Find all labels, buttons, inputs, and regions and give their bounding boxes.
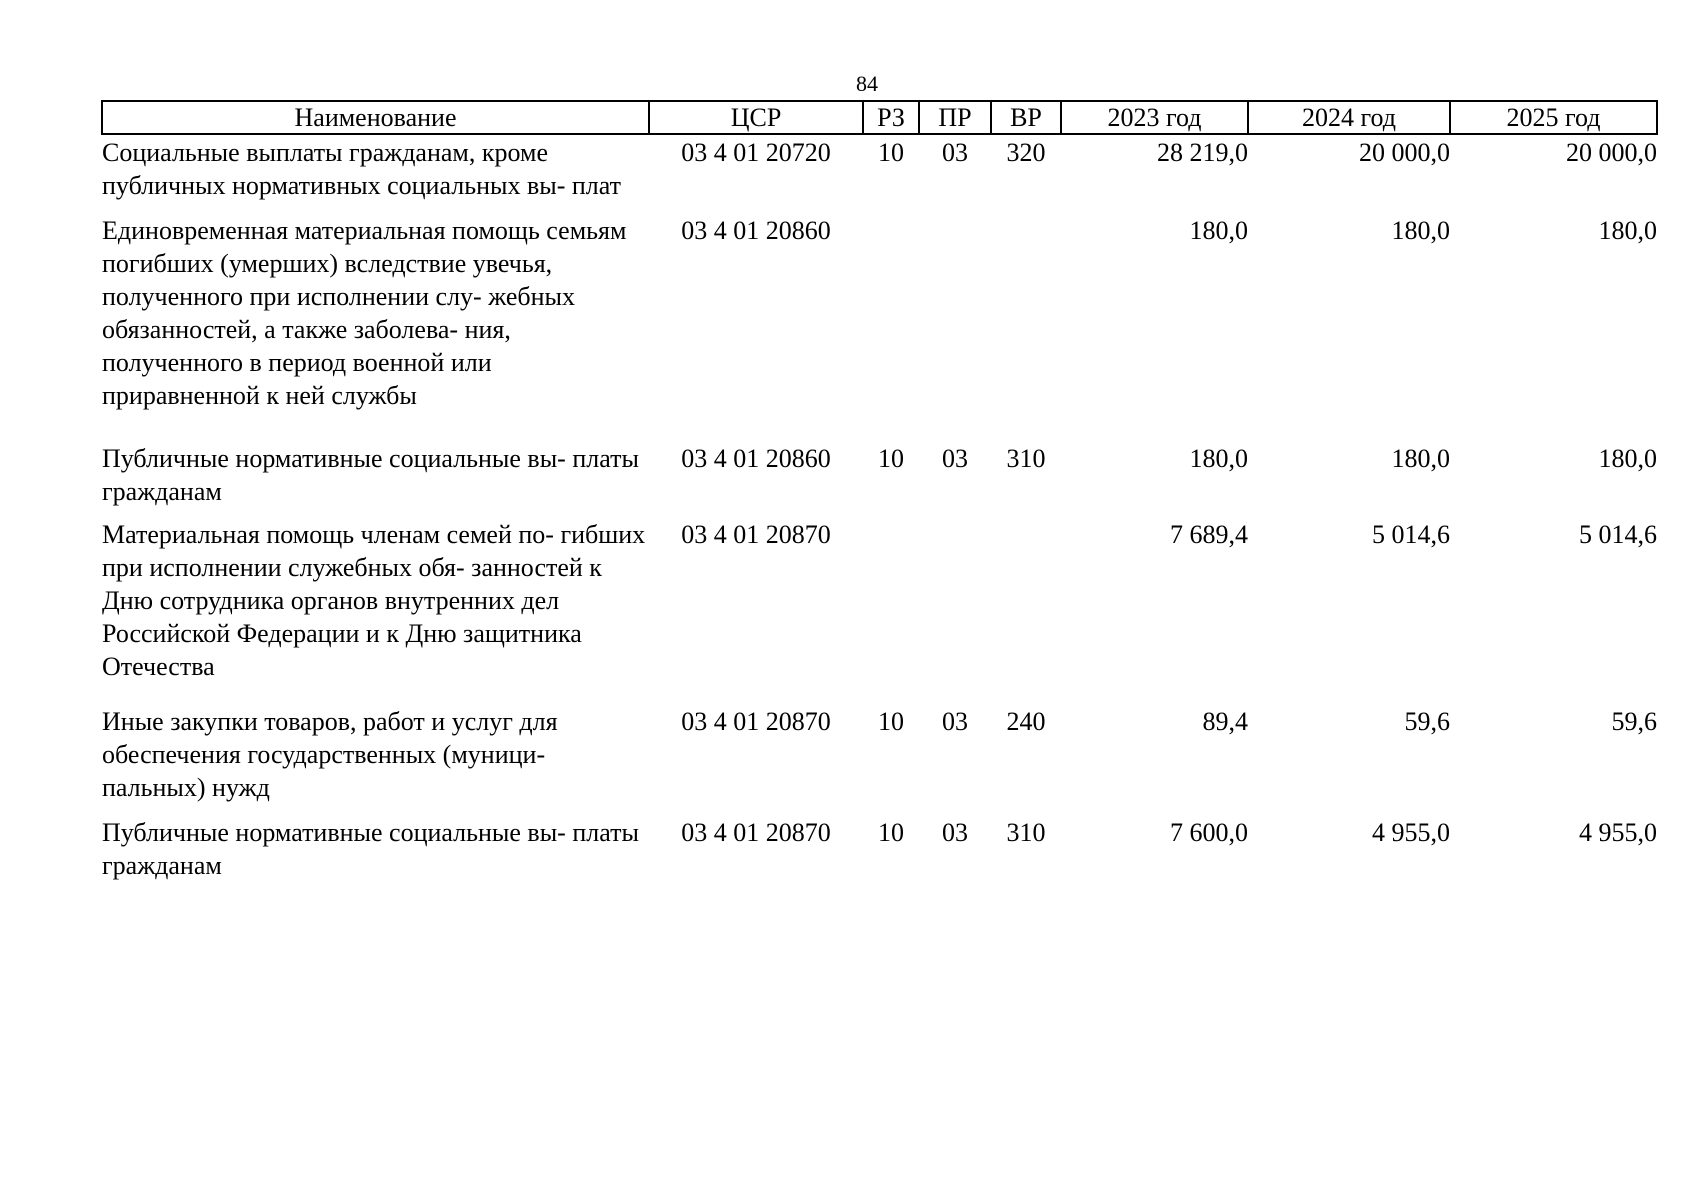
row-csr: 03 4 01 20720: [681, 138, 831, 167]
row-2025: 180,0: [1598, 444, 1657, 473]
table-row: [102, 442, 1657, 518]
row-rz: 10: [878, 707, 904, 736]
row-2023: 89,4: [1202, 707, 1248, 736]
row-2025: 180,0: [1598, 216, 1657, 245]
row-2024: 180,0: [1391, 444, 1450, 473]
row-2024: 59,6: [1404, 707, 1450, 736]
header-2024: 2024 год: [1248, 101, 1450, 134]
row-2024: 5 014,6: [1372, 520, 1450, 549]
page-number: 84: [856, 71, 878, 96]
row-name: Единовременная материальная помощь семьям погибших (умерших) вследствие увечья, полученного при исполнении слу- жебных обязанностей, а также заболева- ния, полученного в период военной или приравненной к ней службы: [102, 216, 627, 410]
header-name: Наименование: [102, 101, 649, 134]
row-pr: [919, 518, 991, 705]
header-vr: ВР: [991, 101, 1061, 134]
row-2025: 20 000,0: [1566, 138, 1657, 167]
row-2025: 59,6: [1611, 707, 1657, 736]
row-csr: 03 4 01 20860: [681, 444, 831, 473]
row-2023: 7 600,0: [1170, 818, 1248, 847]
row-csr: 03 4 01 20860: [681, 216, 831, 245]
header-2023: 2023 год: [1061, 101, 1248, 134]
row-pr: 03: [942, 138, 968, 167]
row-vr: 310: [1006, 444, 1046, 473]
row-2024: 4 955,0: [1372, 818, 1450, 847]
row-pr: 03: [942, 818, 968, 847]
table-body: [102, 134, 1657, 882]
row-2024: 180,0: [1391, 216, 1450, 245]
header-csr: ЦСР: [649, 101, 863, 134]
row-rz: [863, 518, 919, 705]
table-row: [102, 134, 1657, 214]
row-rz: 10: [878, 818, 904, 847]
row-vr: 240: [1006, 707, 1046, 736]
row-pr: 03: [942, 707, 968, 736]
row-2024: 20 000,0: [1359, 138, 1450, 167]
header-2025: 2025 год: [1450, 101, 1657, 134]
row-2023: 28 219,0: [1157, 138, 1248, 167]
row-rz: [863, 214, 919, 442]
header-pr: ПР: [919, 101, 991, 134]
row-name: Материальная помощь членам семей по- гибших при исполнении служебных обя- занностей к Дню сотрудника органов внутренних дел Российской Федерации и к Дню защитника Отечества: [102, 520, 646, 681]
row-rz: 10: [878, 444, 904, 473]
table-row: [102, 518, 1657, 705]
row-pr: [919, 214, 991, 442]
header-rz: РЗ: [863, 101, 919, 134]
row-csr: 03 4 01 20870: [681, 818, 831, 847]
row-vr: [991, 518, 1061, 705]
row-name: Иные закупки товаров, работ и услуг для обеспечения государственных (муници- пальных) нужд: [102, 707, 558, 802]
row-name: Социальные выплаты гражданам, кроме публичных нормативных социальных вы- плат: [102, 138, 621, 200]
row-csr: 03 4 01 20870: [681, 707, 831, 736]
row-rz: 10: [878, 138, 904, 167]
row-2025: 4 955,0: [1579, 818, 1657, 847]
table-row: [102, 214, 1657, 442]
row-2023: 180,0: [1189, 216, 1248, 245]
row-vr: [991, 214, 1061, 442]
budget-table: [101, 100, 1658, 882]
row-vr: 320: [1006, 138, 1046, 167]
row-2025: 5 014,6: [1579, 520, 1657, 549]
row-name: Публичные нормативные социальные вы- платы гражданам: [102, 444, 639, 506]
table-row: [102, 705, 1657, 816]
row-vr: 310: [1006, 818, 1046, 847]
row-csr: 03 4 01 20870: [681, 520, 831, 549]
table-row: [102, 816, 1657, 882]
header-row: [102, 101, 1657, 134]
row-pr: 03: [942, 444, 968, 473]
row-name: Публичные нормативные социальные вы- платы гражданам: [102, 818, 639, 880]
row-2023: 7 689,4: [1170, 520, 1248, 549]
row-2023: 180,0: [1189, 444, 1248, 473]
table-header: [102, 101, 1657, 134]
